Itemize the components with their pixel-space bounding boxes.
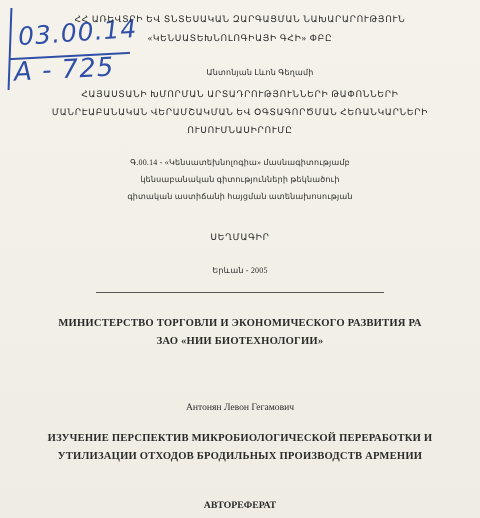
russian-ministry-line1: МИНИСТЕРСТВО ТОРГОВЛИ И ЭКОНОМИЧЕСКОГО РАЗВИТИЯ РА bbox=[58, 318, 422, 329]
armenian-specialty-line1: Գ.00.14 - «Կենսատեխնոլոգիա» մասնագիտությամբ bbox=[130, 158, 350, 167]
armenian-specialty-line2: կենսաբանական գիտությունների թեկնածուի bbox=[140, 175, 340, 184]
russian-title-line2: УТИЛИЗАЦИИ ОТХОДОВ БРОДИЛЬНЫХ ПРОИЗВОДСТВ АРМЕНИИ bbox=[57, 451, 423, 462]
russian-abstract-label: АВТОРЕФЕРАТ bbox=[203, 500, 277, 511]
armenian-author: Անտոնյան Լևոն Գեղամի bbox=[206, 68, 314, 77]
handwritten-catalog-code: 03.00.14 bbox=[17, 13, 139, 52]
armenian-ministry-line2: «ԿԵՆՍԱՏԵԽՆՈԼՈԳԻԱՅԻ ԳՀԻ» ՓԲԸ bbox=[147, 33, 333, 43]
handwritten-catalog-number: A - 725 bbox=[13, 52, 116, 88]
armenian-abstract-label: ՍԵՂՄԱԳԻՐ bbox=[210, 232, 270, 242]
armenian-title-line3: ՈՒՍՈՒՄՆԱՍԻՐՈՒՄԸ bbox=[187, 125, 293, 135]
russian-author: Антонян Левон Гегамович bbox=[185, 402, 295, 413]
armenian-city-year: Երևան - 2005 bbox=[212, 266, 268, 275]
armenian-title-line1: ՀԱՅԱՍՏԱՆԻ ԽՄՈՐՄԱՆ ԱՐՏԱԴՐՈՒԹՅՈՒՆՆԵՐԻ ԹԱՓՈՆՆԵՐԻ bbox=[81, 89, 399, 99]
russian-title-line1: ИЗУЧЕНИЕ ПЕРСПЕКТИВ МИКРОБИОЛОГИЧЕСКОЙ ПЕРЕРАБОТКИ И bbox=[47, 433, 433, 444]
armenian-specialty-line3: գիտական աստիճանի հայցման ատենախոսության bbox=[127, 192, 353, 201]
russian-ministry-line2: ЗАО «НИИ БИОТЕХНОЛОГИИ» bbox=[156, 336, 324, 347]
armenian-title-line2: ՄԱՆՐԷԱԲԱՆԱԿԱՆ ՎԵՐԱՄՇԱԿՄԱՆ ԵՎ ՕԳՏԱԳՈՐԾՄԱՆ ՀԵՌԱՆԿԱՐՆԵՐԻ bbox=[51, 107, 429, 117]
armenian-ministry-line1: ՀՀ ԱՌԵՎՏՐԻ ԵՎ ՏՆՏԵՍԱԿԱՆ ԶԱՐԳԱՑՄԱՆ ՆԱԽԱՐԱՐՈՒԹՅՈՒՆ bbox=[74, 14, 406, 24]
section-divider bbox=[96, 292, 384, 293]
